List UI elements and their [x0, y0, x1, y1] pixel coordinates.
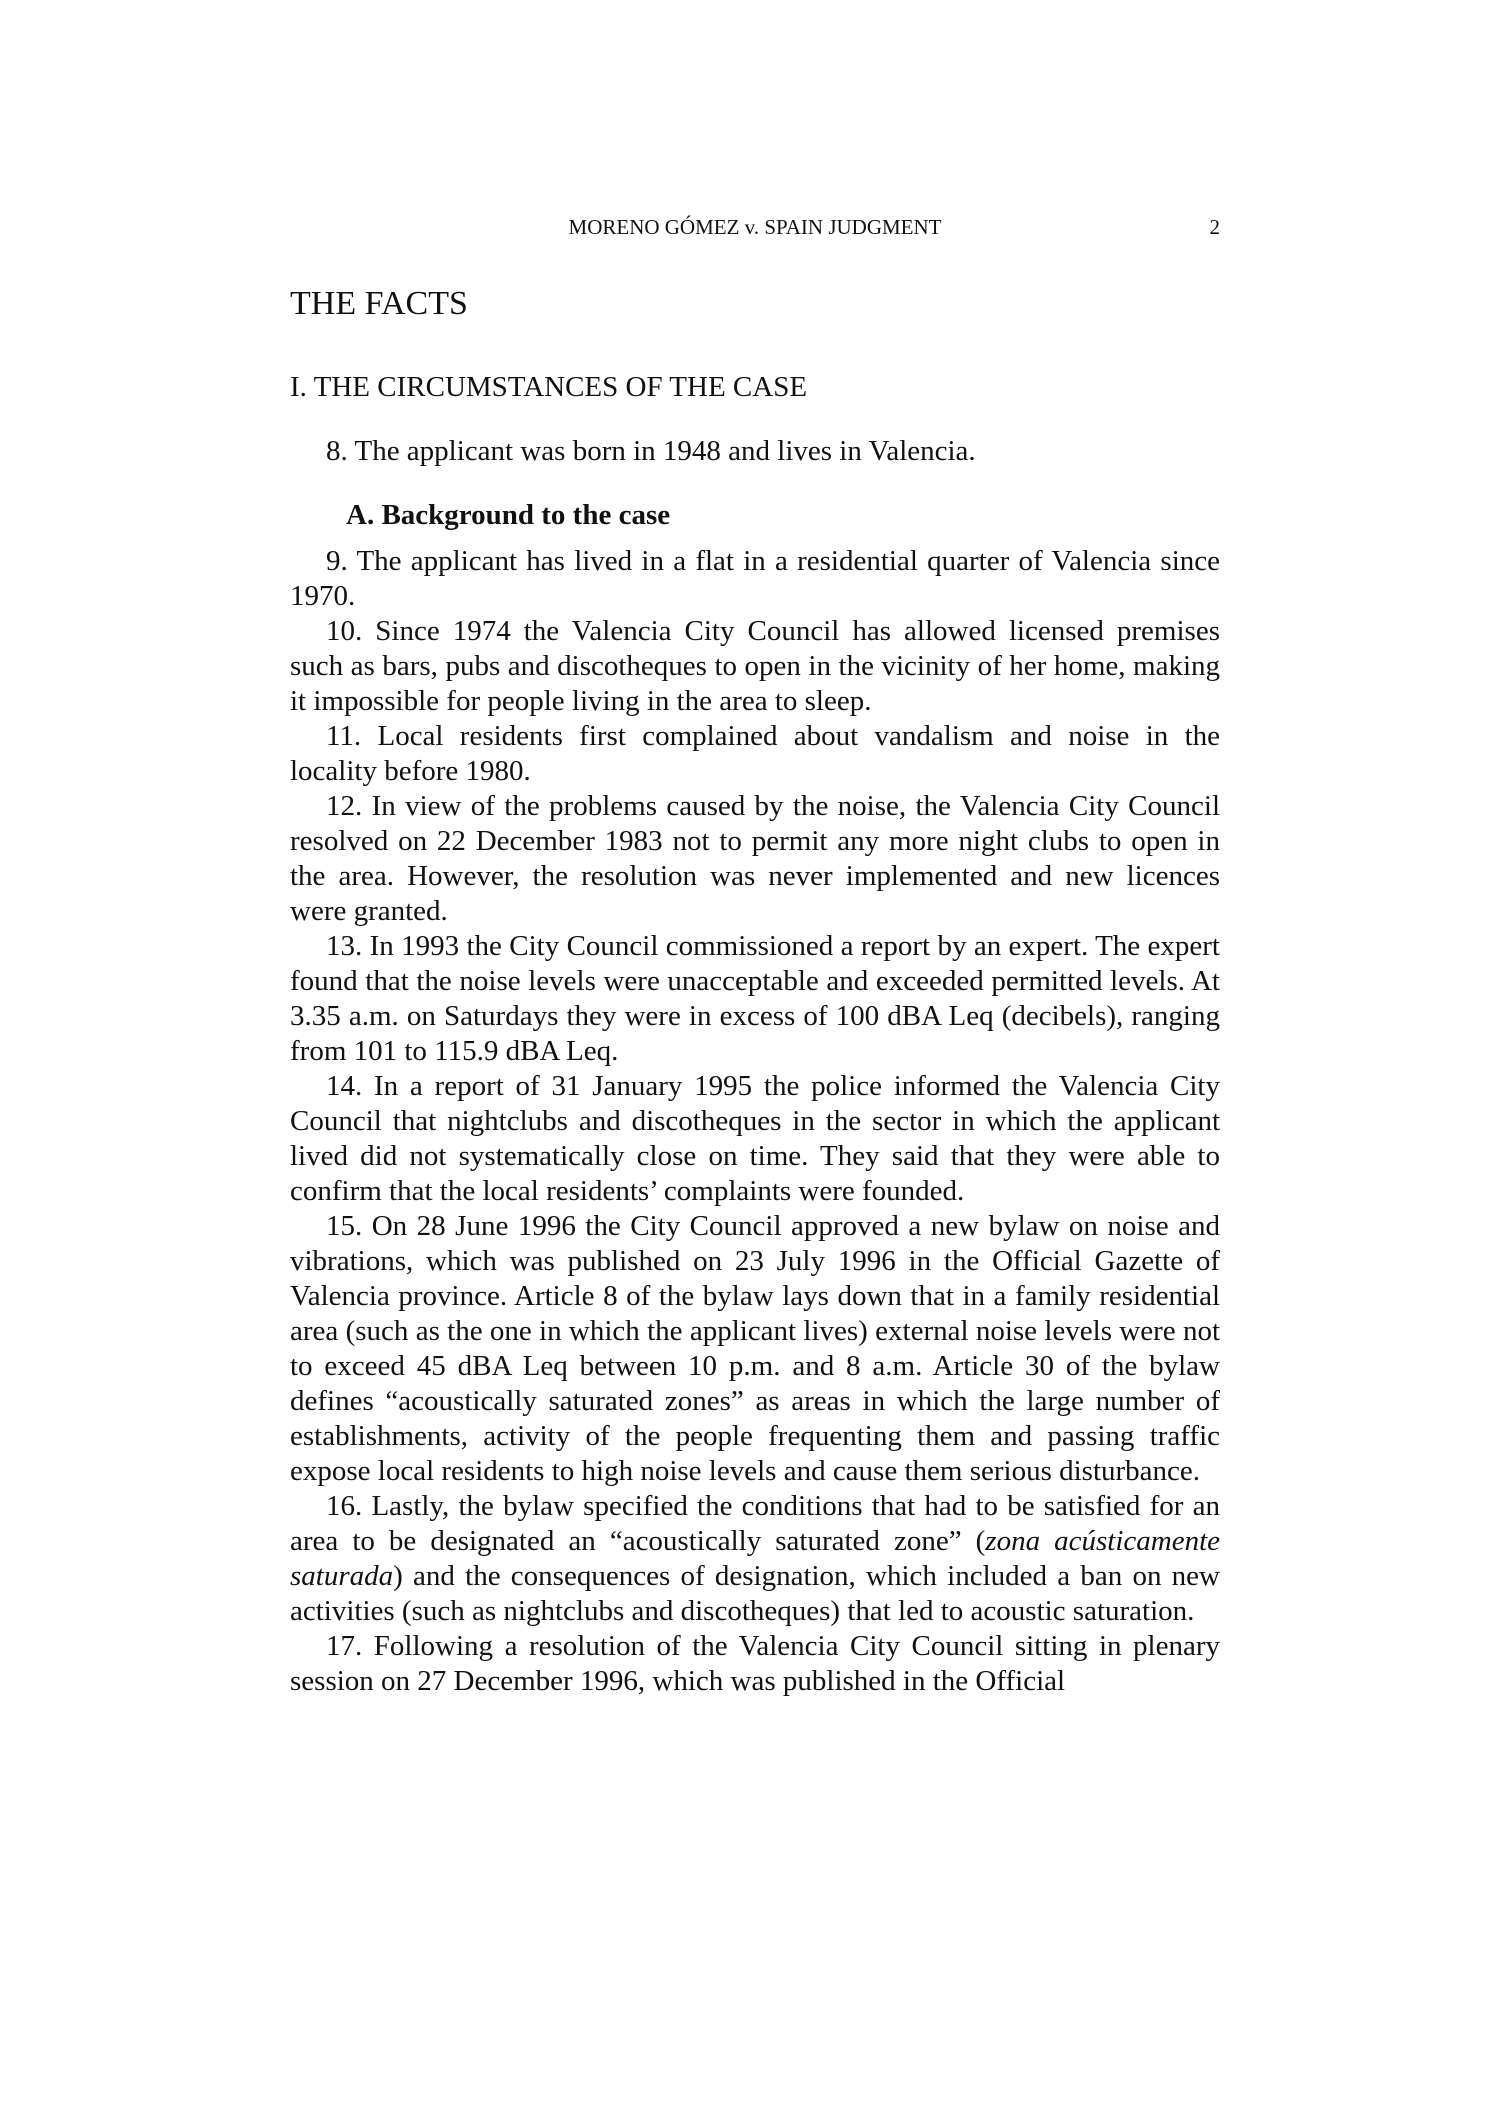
- paragraph-14: 14. In a report of 31 January 1995 the police informed the Valencia City Council that nightclubs and discotheques in the sector in which the applicant lived did not systematically close on time. They said that they were able to confirm that the local residents’ complaints were founded.: [290, 1070, 1220, 1207]
- paragraph-13: 13. In 1993 the City Council commissioned a report by an expert. The expert found that the noise levels were unacceptable and exceeded permitted levels. At 3.35 a.m. on Saturdays they were in excess of 100 dBA Leq (decibels), ranging from 101 to 115.9 dBA Leq.: [290, 930, 1220, 1067]
- paragraph-16-text-start: 16. Lastly, the bylaw specified the conditions that had to be satisfied for an area to be designated an “acoustically saturated zone” (: [290, 1490, 1220, 1557]
- document-body: [290, 285, 1220, 1699]
- paragraph-12: 12. In view of the problems caused by the noise, the Valencia City Council resolved on 22 December 1983 not to permit any more night clubs to open in the area. However, the resolution was never implemented and new licences were granted.: [290, 790, 1220, 927]
- paragraph-16-italic-term: zona acústicamente saturada: [290, 1525, 1220, 1592]
- page-number: 2: [1209, 215, 1220, 239]
- paragraph-15: 15. On 28 June 1996 the City Council approved a new bylaw on noise and vibrations, which was published on 23 July 1996 in the Official Gazette of Valencia province. Article 8 of the bylaw lays down that in a family residential area (such as the one in which the applicant lives) external noise levels were not to exceed 45 dBA Leq between 10 p.m. and 8 a.m. Article 30 of the bylaw defines “acoustically saturated zones” as areas in which the large number of establishments, activity of the people frequenting them and passing traffic expose local residents to high noise levels and cause them serious disturbance.: [290, 1210, 1220, 1487]
- paragraph-16: [290, 1489, 1220, 1629]
- chapter-title: I. THE CIRCUMSTANCES OF THE CASE: [290, 371, 808, 403]
- paragraph-16-text-end: ) and the consequences of designation, which included a ban on new activities (such as nightclubs and discotheques) that led to acoustic saturation.: [290, 1560, 1220, 1627]
- section-a-title: A. Background to the case: [346, 499, 671, 531]
- header-title: MORENO GÓMEZ v. SPAIN JUDGMENT: [568, 215, 942, 239]
- paragraph-11: 11. Local residents first complained about vandalism and noise in the locality before 1980.: [290, 720, 1220, 787]
- running-header: [290, 215, 1220, 245]
- paragraph-9: 9. The applicant has lived in a flat in a residential quarter of Valencia since 1970.: [290, 545, 1220, 612]
- paragraph-8: 8. The applicant was born in 1948 and lives in Valencia.: [326, 435, 976, 467]
- paragraph-17: 17. Following a resolution of the Valencia City Council sitting in plenary session on 27 December 1996, which was published in the Official: [290, 1630, 1220, 1697]
- paragraph-10: 10. Since 1974 the Valencia City Council has allowed licensed premises such as bars, pubs and discotheques to open in the vicinity of her home, making it impossible for people living in the area to sleep.: [290, 615, 1220, 717]
- part-title: THE FACTS: [290, 285, 468, 322]
